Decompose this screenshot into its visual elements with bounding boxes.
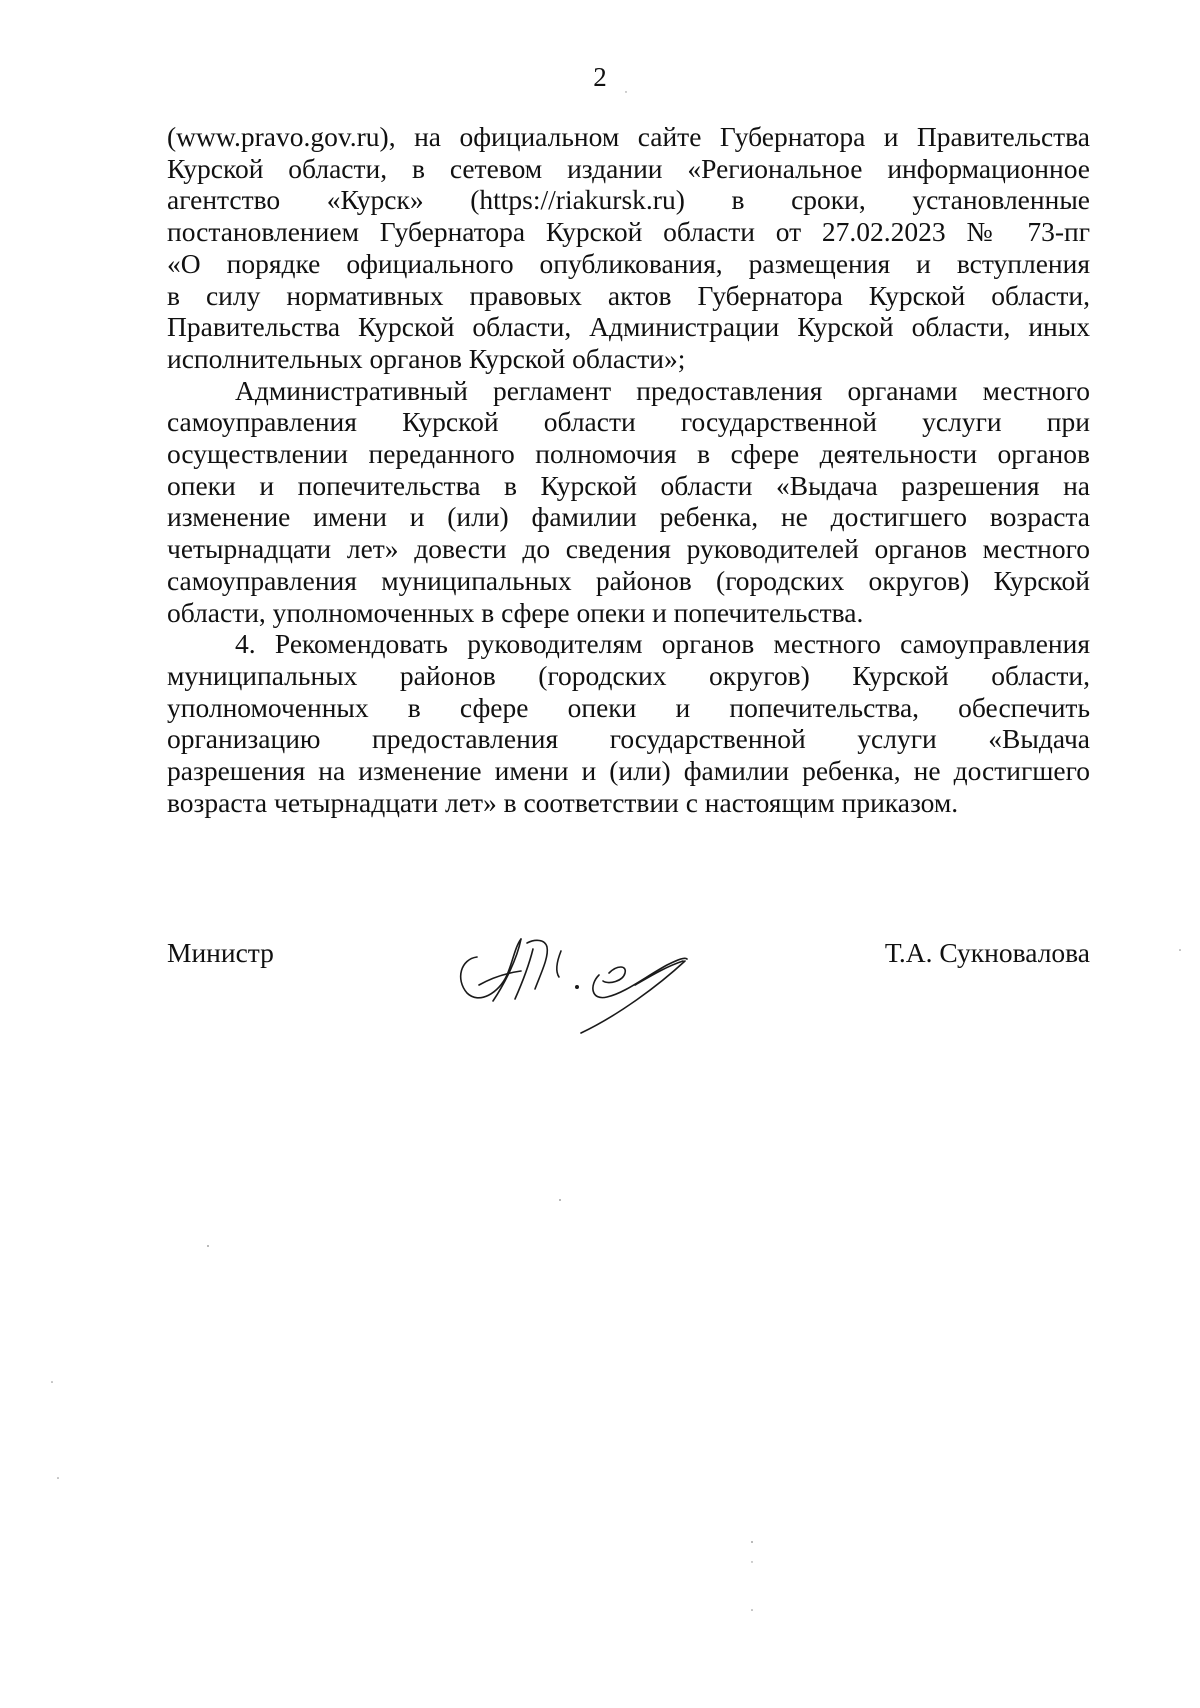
text-line: изменение имени и (или) фамилии ребенка, не достигшего возраста: [167, 501, 1090, 533]
text-line: самоуправления Курской области государственной услуги при: [167, 406, 1090, 438]
text-line: исполнительных органов Курской области»;: [167, 342, 686, 374]
signatory-position: Министр: [167, 937, 274, 968]
text-line: 4. Рекомендовать руководителям органов местного самоуправления: [235, 628, 1090, 660]
page-number: 2: [593, 62, 607, 92]
paragraph: [167, 628, 1090, 818]
signatory-name: Т.А. Сукновалова: [884, 937, 1090, 968]
text-line: организацию предоставления государственной услуги «Выдача: [167, 723, 1090, 755]
text-line: возраста четырнадцати лет» в соответствии с настоящим приказом.: [167, 786, 959, 818]
text-line: опеки и попечительства в Курской области «Выдача разрешения на: [167, 469, 1090, 501]
handwritten-signature: [449, 905, 699, 1035]
paragraph: [167, 121, 1090, 375]
text-line: в силу нормативных правовых актов Губернатора Курской области,: [167, 279, 1090, 311]
text-line: осуществлении переданного полномочия в сфере деятельности органов: [167, 438, 1090, 470]
text-line: области, уполномоченных в сфере опеки и попечительства.: [167, 596, 864, 628]
text-line: Правительства Курской области, Администрации Курской области, иных: [167, 311, 1090, 343]
text-line: (www.pravo.gov.ru), на официальном сайте Губернатора и Правительства: [167, 121, 1090, 152]
text-line: постановлением Губернатора Курской области от 27.02.2023 № 73-пг: [167, 216, 1090, 248]
signature-block: [167, 905, 1090, 1035]
text-line: уполномоченных в сфере опеки и попечительства, обеспечить: [167, 691, 1090, 723]
text-line: разрешения на изменение имени и (или) фамилии ребенка, не достигшего: [167, 755, 1090, 787]
text-line: Административный регламент предоставления органами местного: [235, 374, 1090, 406]
paragraph: [167, 375, 1090, 629]
text-line: самоуправления муниципальных районов (городских округов) Курской: [167, 564, 1090, 596]
text-line: «О порядке официального опубликования, размещения и вступления: [167, 247, 1090, 279]
text-line: четырнадцати лет» довести до сведения руководителей органов местного: [167, 533, 1090, 565]
text-line: муниципальных районов (городских округов) Курской области,: [167, 659, 1090, 691]
text-line: агентство «Курск» (https://riakursk.ru) в сроки, установленные: [167, 184, 1090, 216]
document-body: [167, 121, 1090, 818]
text-line: Курской области, в сетевом издании «Региональное информационное: [167, 152, 1090, 184]
